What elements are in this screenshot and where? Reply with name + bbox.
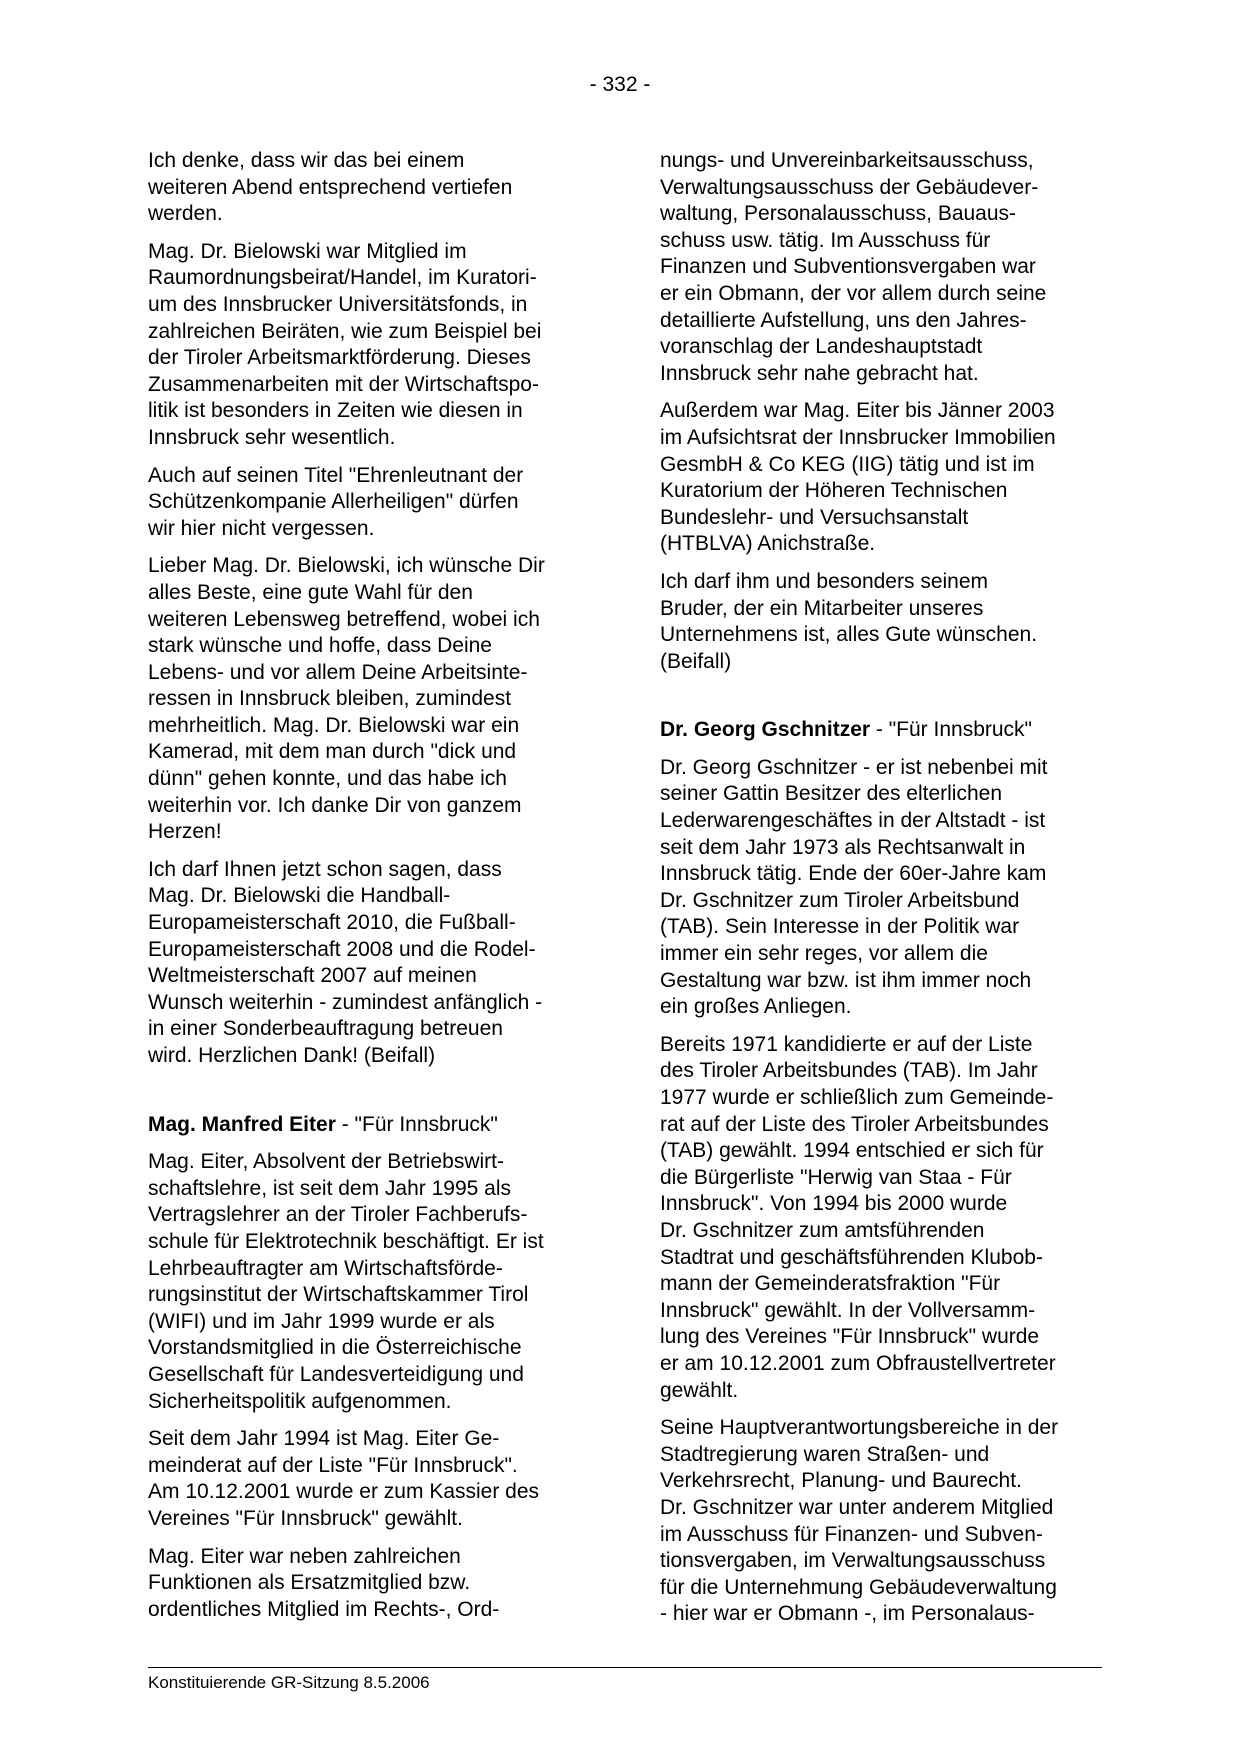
text-line: stark wünsche und hoffe, dass Deine — [148, 634, 492, 658]
text-line: Verwaltungsausschuss der Gebäudever- — [660, 175, 1039, 199]
left-column — [148, 148, 600, 1634]
text-line: Am 10.12.2001 wurde er zum Kassier des — [148, 1480, 540, 1504]
paragraph — [148, 239, 600, 452]
text-line: Innsbruck sehr nahe gebracht hat. — [660, 361, 979, 385]
text-line: Bundeslehr- und Versuchsanstalt — [660, 505, 969, 529]
text-line: detaillierte Aufstellung, uns den Jahres- — [660, 308, 1027, 332]
paragraph — [148, 1544, 600, 1624]
text-line: Finanzen und Subventionsvergaben war — [660, 255, 1036, 279]
text-line: Stadtrat und geschäftsführenden Klubob- — [660, 1245, 1043, 1269]
text-line: zahlreichen Beiräten, wie zum Beispiel bei — [148, 319, 542, 343]
text-line: wir hier nicht vergessen. — [148, 516, 375, 540]
text-line: Raumordnungsbeirat/Handel, im Kuratori- — [148, 266, 537, 290]
text-line: dünn" gehen konnte, und das habe ich — [148, 767, 507, 791]
text-line: Innsbruck" gewählt. In der Vollversamm- — [660, 1298, 1036, 1322]
text-line: Innsbruck tätig. Ende der 60er-Jahre kam — [660, 862, 1047, 886]
text-line: Seit dem Jahr 1994 ist Mag. Eiter Ge- — [148, 1427, 500, 1451]
text-line: Herzen! — [148, 820, 222, 844]
text-line: die Bürgerliste "Herwig van Staa - Für — [660, 1165, 1012, 1189]
text-line: Mag. Dr. Bielowski war Mitglied im — [148, 239, 467, 263]
text-line: Verkehrsrecht, Planung- und Baurecht. — [660, 1469, 1022, 1493]
paragraph — [148, 1149, 600, 1415]
text-line: (WIFI) und im Jahr 1999 wurde er als — [148, 1309, 495, 1333]
text-line: Sicherheitspolitik aufgenommen. — [148, 1389, 452, 1413]
text-line: schuss usw. tätig. Im Ausschuss für — [660, 228, 991, 252]
speaker-affiliation: - "Für Innsbruck" — [335, 1112, 498, 1136]
right-column — [660, 148, 1112, 1639]
paragraph — [660, 569, 1112, 675]
text-line: meinderat auf der Liste "Für Innsbruck". — [148, 1453, 518, 1477]
text-line: ordentliches Mitglied im Rechts-, Ord- — [148, 1597, 500, 1621]
text-line: in einer Sonderbeauftragung betreuen — [148, 1017, 503, 1041]
text-line: Gestaltung war bzw. ist ihm immer noch — [660, 968, 1032, 992]
text-line: Lieber Mag. Dr. Bielowski, ich wünsche Dir — [148, 554, 545, 578]
text-line: weiterhin vor. Ich danke Dir von ganzem — [148, 793, 522, 817]
speaker-heading — [660, 717, 1112, 744]
text-line: Mag. Eiter, Absolvent der Betriebswirt- — [148, 1150, 504, 1174]
paragraph — [660, 755, 1112, 1021]
text-line: Bruder, der ein Mitarbeiter unseres — [660, 596, 984, 620]
text-line: Außerdem war Mag. Eiter bis Jänner 2003 — [660, 399, 1055, 423]
text-line: GesmbH & Co KEG (IIG) tätig und ist im — [660, 452, 1035, 476]
text-line: Mag. Eiter war neben zahlreichen — [148, 1544, 461, 1568]
text-line: Dr. Gschnitzer zum Tiroler Arbeitsbund — [660, 888, 1020, 912]
text-line: Innsbruck sehr wesentlich. — [148, 425, 396, 449]
paragraph — [660, 1415, 1112, 1628]
text-line: seit dem Jahr 1973 als Rechtsanwalt in — [660, 835, 1026, 859]
text-line: Ich denke, dass wir das bei einem — [148, 149, 465, 172]
text-line: im Ausschuss für Finanzen- und Subven- — [660, 1522, 1043, 1546]
text-line: Lebens- und vor allem Deine Arbeitsinte- — [148, 660, 528, 684]
text-line: (Beifall) — [660, 649, 732, 673]
text-line: Lederwarengeschäftes in der Altstadt - ist — [660, 809, 1046, 833]
text-line: Ich darf ihm und besonders seinem — [660, 569, 989, 593]
text-line: Zusammenarbeiten mit der Wirtschaftspo- — [148, 372, 539, 396]
text-line: litik ist besonders in Zeiten wie diesen in — [148, 399, 523, 423]
text-line: rungsinstitut der Wirtschaftskammer Tirol — [148, 1283, 529, 1307]
text-line: Gesellschaft für Landesverteidigung und — [148, 1362, 524, 1386]
text-line: Vorstandsmitglied in die Österreichische — [148, 1336, 522, 1360]
text-line: mann der Gemeinderatsfraktion "Für — [660, 1272, 1001, 1296]
text-line: um des Innsbrucker Universitätsfonds, in — [148, 292, 528, 316]
paragraph — [148, 1426, 600, 1532]
text-line: lung des Vereines "Für Innsbruck" wurde — [660, 1325, 1040, 1349]
text-line: Stadtregierung waren Straßen- und — [660, 1442, 990, 1466]
text-line: Dr. Gschnitzer war unter anderem Mitglied — [660, 1495, 1054, 1519]
text-line: Unternehmens ist, alles Gute wünschen. — [660, 623, 1038, 647]
text-line: Vertragslehrer an der Tiroler Fachberufs- — [148, 1203, 528, 1227]
text-line: Seine Hauptverantwortungsbereiche in der — [660, 1416, 1059, 1440]
text-line: Innsbruck". Von 1994 bis 2000 wurde — [660, 1192, 1008, 1216]
page-number: - 332 - — [589, 73, 651, 96]
paragraph — [148, 463, 600, 543]
text-line: voranschlag der Landeshauptstadt — [660, 335, 983, 359]
text-line: Europameisterschaft 2008 und die Rodel- — [148, 937, 536, 961]
text-line: 1977 wurde er schließlich zum Gemeinde- — [660, 1086, 1054, 1109]
text-line: schaftslehre, ist seit dem Jahr 1995 als — [148, 1176, 512, 1200]
text-line: mehrheitlich. Mag. Dr. Bielowski war ein — [148, 713, 520, 737]
text-line: immer ein sehr reges, vor allem die — [660, 942, 988, 966]
paragraph — [660, 398, 1112, 558]
text-line: gewählt. — [660, 1378, 739, 1402]
text-line: seiner Gattin Besitzer des elterlichen — [660, 782, 1002, 806]
text-line: Europameisterschaft 2010, die Fußball- — [148, 911, 516, 935]
speaker-name: Mag. Manfred Eiter — [148, 1112, 336, 1136]
text-line: Bereits 1971 kandidierte er auf der Liste — [660, 1032, 1033, 1056]
text-line: Mag. Dr. Bielowski die Handball- — [148, 884, 451, 908]
text-line: er ein Obmann, der vor allem durch seine — [660, 281, 1047, 305]
text-line: Ich darf Ihnen jetzt schon sagen, dass — [148, 857, 502, 881]
paragraph — [660, 148, 1112, 387]
text-line: (TAB) gewählt. 1994 entschied er sich für — [660, 1139, 1044, 1163]
text-line: tionsvergaben, im Verwaltungsausschuss — [660, 1549, 1046, 1573]
text-line: Lehrbeauftragter am Wirtschaftsförde- — [148, 1256, 503, 1280]
text-line: er am 10.12.2001 zum Obfraustellvertreter — [660, 1351, 1056, 1375]
footer-divider — [148, 1667, 1102, 1668]
text-line: weiteren Lebensweg betreffend, wobei ich — [148, 607, 540, 631]
text-line: (TAB). Sein Interesse in der Politik war — [660, 915, 1020, 939]
text-line: Weltmeisterschaft 2007 auf meinen — [148, 964, 477, 988]
text-line: (HTBLVA) Anichstraße. — [660, 532, 876, 556]
text-line: Kamerad, mit dem man durch "dick und — [148, 740, 517, 764]
text-line: nungs- und Unvereinbarkeitsausschuss, — [660, 149, 1034, 172]
speaker-affiliation: - "Für Innsbruck" — [870, 718, 1033, 742]
text-line: des Tiroler Arbeitsbundes (TAB). Im Jahr — [660, 1059, 1038, 1083]
text-line: waltung, Personalausschuss, Bauaus- — [660, 202, 1017, 226]
paragraph — [148, 553, 600, 846]
text-line: schule für Elektrotechnik beschäftigt. Er ist — [148, 1229, 544, 1253]
text-line: Schützenkompanie Allerheiligen" dürfen — [148, 490, 519, 514]
text-line: ressen in Innsbruck bleiben, zumindest — [148, 687, 512, 711]
speaker-heading — [148, 1112, 600, 1139]
text-line: Vereines "Für Innsbruck" gewählt. — [148, 1506, 463, 1530]
text-line: Dr. Georg Gschnitzer - er ist nebenbei mit — [660, 755, 1048, 779]
speaker-name: Dr. Georg Gschnitzer — [660, 718, 871, 742]
text-line: ein großes Anliegen. — [660, 995, 852, 1019]
text-line: werden. — [148, 202, 223, 226]
paragraph — [148, 148, 600, 228]
text-line: im Aufsichtsrat der Innsbrucker Immobilien — [660, 425, 1056, 449]
text-line: der Tiroler Arbeitsmarktförderung. Dieses — [148, 346, 531, 370]
text-line: für die Unternehmung Gebäudeverwaltung — [660, 1575, 1057, 1599]
text-line: wird. Herzlichen Dank! (Beifall) — [148, 1044, 436, 1067]
text-line: rat auf der Liste des Tiroler Arbeitsbundes — [660, 1112, 1049, 1136]
text-line: alles Beste, eine gute Wahl für den — [148, 580, 473, 604]
footer-text: Konstituierende GR-Sitzung 8.5.2006 — [148, 1673, 430, 1692]
text-line: - hier war er Obmann -, im Personalaus- — [660, 1602, 1035, 1626]
paragraph — [148, 857, 600, 1070]
text-line: Funktionen als Ersatzmitglied bzw. — [148, 1571, 471, 1595]
text-line: Dr. Gschnitzer zum amtsführenden — [660, 1218, 985, 1242]
text-line: weiteren Abend entsprechend vertiefen — [148, 175, 513, 199]
paragraph — [660, 1032, 1112, 1404]
text-line: Auch auf seinen Titel "Ehrenleutnant der — [148, 463, 524, 487]
text-line: Wunsch weiterhin - zumindest anfänglich - — [148, 990, 543, 1014]
text-line: Kuratorium der Höheren Technischen — [660, 479, 1008, 503]
